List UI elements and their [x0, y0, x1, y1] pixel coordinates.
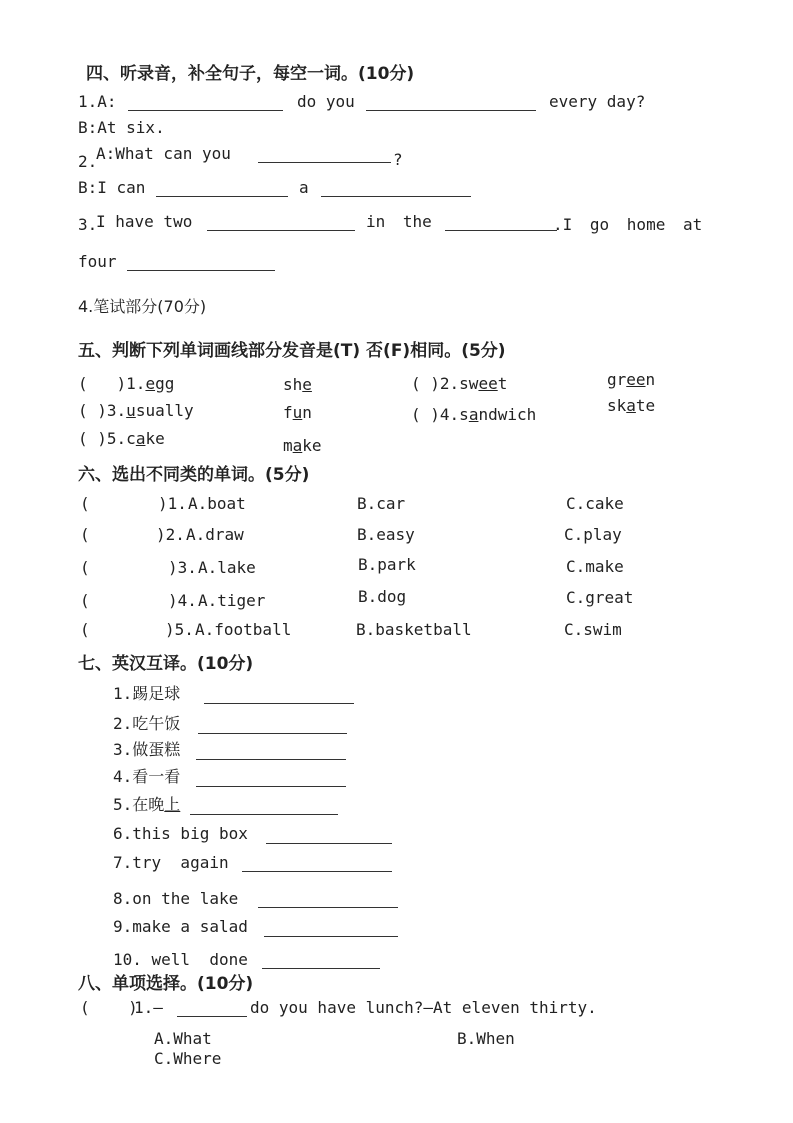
s6-row-2-c: C.play	[564, 525, 622, 544]
answer-blank[interactable]	[321, 196, 471, 197]
answer-blank[interactable]	[156, 196, 288, 197]
s5-pair-5: make	[283, 436, 322, 455]
answer-blank[interactable]	[198, 733, 347, 734]
s7-item-7: 7.try again	[113, 853, 229, 872]
answer-paren[interactable]: ( )	[78, 401, 107, 420]
s6-row-1-b: B.car	[357, 494, 406, 513]
answer-blank[interactable]	[177, 1016, 247, 1017]
section-6-title: 六、选出不同类的单词。(5分)	[78, 465, 310, 485]
s8-option-a[interactable]: A.What	[154, 1029, 212, 1048]
q4-3-b: in the	[366, 212, 432, 231]
answer-paren-open[interactable]: (	[80, 591, 90, 610]
q4-2-b-mid: a	[299, 178, 309, 197]
s6-row-2-a: A.draw	[186, 525, 244, 544]
s6-row-1-c: C.cake	[566, 494, 624, 513]
answer-paren[interactable]: ( )	[78, 374, 127, 393]
s5-item-2: ( )2.sweet	[411, 374, 508, 393]
q4-3-number: 3.	[78, 215, 98, 234]
q4-3-c: .I go home at	[553, 215, 703, 234]
q4-1-a-mid: do you	[297, 92, 355, 111]
s5-pair-1: she	[283, 375, 312, 394]
s7-item-5: 5.在晚上	[113, 795, 181, 814]
s6-row-5-c: C.swim	[564, 620, 622, 639]
answer-paren-open[interactable]: (	[80, 558, 90, 577]
answer-blank[interactable]	[242, 871, 392, 872]
s6-row-5-close: )5.	[165, 620, 194, 639]
s5-item-5: ( )5.cake	[78, 429, 165, 448]
s5-pair-2: green	[607, 370, 656, 389]
s7-item-1: 1.踢足球	[113, 684, 181, 703]
q4-4-written-part: 4.笔试部分(70分)	[78, 297, 207, 316]
s6-row-3-a: A.lake	[198, 558, 256, 577]
s6-row-1-a: A.boat	[188, 494, 246, 513]
s6-row-1-close: )1.	[158, 494, 187, 513]
q4-2-number: 2.	[78, 152, 98, 171]
s6-row-3-close: )3.	[168, 558, 197, 577]
s8-option-b[interactable]: B.When	[457, 1029, 515, 1048]
q4-2-b-prefix: B:I can	[78, 178, 146, 197]
s5-item-4: ( )4.sandwich	[411, 405, 537, 424]
q4-1-a-post: every day?	[549, 92, 646, 111]
s6-row-5-b: B.basketball	[356, 620, 472, 639]
s8-q1-text: do you have lunch?—At eleven thirty.	[250, 998, 597, 1017]
q4-2-a-end: ?	[393, 150, 403, 169]
s7-item-2: 2.吃午饭	[113, 714, 181, 733]
section-8-title: 八、单项选择。(10分)	[78, 974, 254, 994]
answer-blank[interactable]	[264, 936, 398, 937]
q4-3-d: four	[78, 252, 117, 271]
s7-item-3: 3.做蛋糕	[113, 740, 181, 759]
s6-row-2-b: B.easy	[357, 525, 415, 544]
s5-pair-3: fun	[283, 403, 312, 422]
answer-blank[interactable]	[190, 814, 338, 815]
section-5-title: 五、判断下列单词画线部分发音是(T) 否(F)相同。(5分)	[78, 341, 506, 361]
section-4-title: 四、听录音，补全句子，每空一词。(10分)	[86, 64, 415, 84]
answer-blank[interactable]	[128, 110, 283, 111]
answer-paren[interactable]: ( )	[411, 374, 440, 393]
answer-blank[interactable]	[196, 759, 346, 760]
answer-paren-open[interactable]: (	[80, 525, 90, 544]
answer-blank[interactable]	[258, 907, 398, 908]
s6-row-3-b: B.park	[358, 555, 416, 574]
answer-blank[interactable]	[207, 230, 355, 231]
answer-paren-open[interactable]: (	[80, 620, 90, 639]
s5-item-1: ( )1.egg	[78, 374, 175, 393]
s7-item-10: 10. well done	[113, 950, 248, 969]
answer-paren[interactable]: ( )	[411, 405, 440, 424]
answer-blank[interactable]	[366, 110, 536, 111]
answer-blank[interactable]	[196, 786, 346, 787]
q4-3-a: I have two	[96, 212, 193, 231]
s6-row-4-b: B.dog	[358, 587, 407, 606]
s6-row-4-a: A.tiger	[198, 591, 266, 610]
q4-1-a-prefix: 1.A:	[78, 92, 117, 111]
s8-option-c[interactable]: C.Where	[154, 1049, 222, 1068]
section-7-title: 七、英汉互译。(10分)	[78, 654, 254, 674]
q4-1-b: B:At six.	[78, 118, 165, 137]
answer-paren[interactable]: ( )	[78, 429, 107, 448]
s5-pair-4: skate	[607, 396, 656, 415]
s6-row-4-c: C.great	[566, 588, 634, 607]
q4-2-a: A:What can you	[96, 144, 231, 163]
s7-item-9: 9.make a salad	[113, 917, 248, 936]
s6-row-5-a: A.football	[195, 620, 292, 639]
s6-row-4-close: )4.	[168, 591, 197, 610]
s6-row-2-close: )2.	[156, 525, 185, 544]
answer-blank[interactable]	[445, 230, 557, 231]
s8-q1-prefix: 1.—	[134, 998, 163, 1017]
answer-blank[interactable]	[258, 162, 391, 163]
s7-item-6: 6.this big box	[113, 824, 248, 843]
answer-paren-open[interactable]: (	[80, 494, 90, 513]
answer-paren[interactable]: ( )	[80, 998, 138, 1017]
s5-item-3: ( )3.usually	[78, 401, 194, 420]
s7-item-8: 8.on the lake	[113, 889, 239, 908]
answer-blank[interactable]	[204, 703, 354, 704]
s7-item-4: 4.看一看	[113, 767, 181, 786]
answer-blank[interactable]	[127, 270, 275, 271]
answer-blank[interactable]	[262, 968, 380, 969]
answer-blank[interactable]	[266, 843, 392, 844]
s6-row-3-c: C.make	[566, 557, 624, 576]
